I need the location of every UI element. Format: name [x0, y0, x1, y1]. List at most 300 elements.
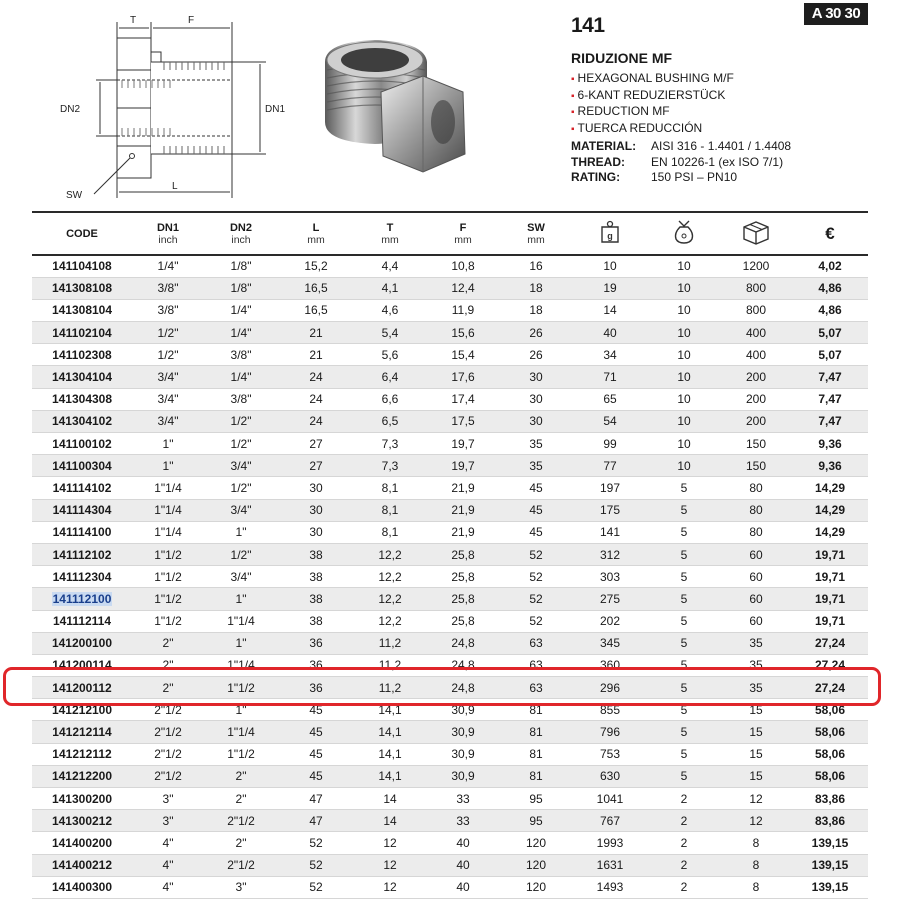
cell-sw: 18 — [500, 299, 572, 321]
cell-t: 7,3 — [354, 455, 426, 477]
spec-key: THREAD: — [571, 154, 625, 169]
cell-sw: 63 — [500, 632, 572, 654]
cell-price: 7,47 — [792, 410, 868, 432]
cell-price: 4,86 — [792, 277, 868, 299]
spec-value: EN 10226-1 (ex ISO 7/1) — [651, 154, 784, 169]
cell-bag-qty: 5 — [648, 721, 720, 743]
code-text: 141114102 — [52, 480, 112, 495]
cell-weight: 767 — [572, 810, 648, 832]
code-text: 141114100 — [52, 525, 112, 540]
cell-price: 58,06 — [792, 721, 868, 743]
cell-dn2: 1"1/4 — [204, 721, 278, 743]
cell-t: 12 — [354, 854, 426, 876]
box-icon — [740, 219, 772, 245]
drawing-label-f: F — [188, 15, 195, 26]
code-text: 141304102 — [51, 414, 113, 429]
cell-price: 58,06 — [792, 699, 868, 721]
table-row — [32, 433, 868, 455]
table-row — [32, 277, 868, 299]
cell-code — [32, 277, 132, 299]
cell-weight: 753 — [572, 743, 648, 765]
cell-f: 33 — [426, 788, 500, 810]
cell-bag-qty: 5 — [648, 566, 720, 588]
cell-f: 40 — [426, 832, 500, 854]
cell-l: 24 — [278, 366, 354, 388]
cell-l: 24 — [278, 410, 354, 432]
cell-dn2: 2" — [204, 765, 278, 787]
spec-value: 150 PSI – PN10 — [651, 170, 738, 184]
cell-code — [32, 455, 132, 477]
cell-weight: 303 — [572, 566, 648, 588]
cell-l: 38 — [278, 543, 354, 565]
cell-dn2: 1/2" — [204, 543, 278, 565]
cell-sw: 120 — [500, 876, 572, 898]
code-text: 141200114 — [52, 658, 112, 673]
cell-l: 30 — [278, 477, 354, 499]
cell-bag-qty: 5 — [648, 765, 720, 787]
cell-code — [32, 610, 132, 632]
cell-box-qty: 400 — [720, 344, 792, 366]
cell-weight: 1041 — [572, 788, 648, 810]
cell-l: 16,5 — [278, 299, 354, 321]
table-row — [32, 410, 868, 432]
cell-t: 4,1 — [354, 277, 426, 299]
code-text: 141212114 — [52, 725, 112, 740]
cell-t: 6,6 — [354, 388, 426, 410]
cell-bag-qty: 10 — [648, 255, 720, 277]
cell-dn2: 1" — [204, 588, 278, 610]
cell-f: 25,8 — [426, 543, 500, 565]
cell-box-qty: 60 — [720, 588, 792, 610]
table-row — [32, 255, 868, 277]
cell-weight: 141 — [572, 521, 648, 543]
cell-price: 83,86 — [792, 788, 868, 810]
cell-f: 19,7 — [426, 433, 500, 455]
cell-f: 30,9 — [426, 721, 500, 743]
table-row — [32, 810, 868, 832]
cell-l: 45 — [278, 743, 354, 765]
cell-box-qty: 12 — [720, 788, 792, 810]
cell-f: 21,9 — [426, 521, 500, 543]
cell-dn1: 2" — [132, 654, 204, 676]
cell-l: 47 — [278, 810, 354, 832]
cell-box-qty: 80 — [720, 499, 792, 521]
cell-box-qty: 60 — [720, 543, 792, 565]
cell-dn1: 1" — [132, 455, 204, 477]
cell-dn1: 2"1/2 — [132, 743, 204, 765]
cell-bag-qty: 5 — [648, 543, 720, 565]
cell-weight: 796 — [572, 721, 648, 743]
cell-box-qty: 15 — [720, 721, 792, 743]
code-text: 141100304 — [52, 458, 112, 473]
cell-weight: 175 — [572, 499, 648, 521]
spec-thread — [571, 155, 791, 171]
cell-bag-qty: 10 — [648, 455, 720, 477]
cell-dn1: 1"1/2 — [132, 566, 204, 588]
cell-t: 6,5 — [354, 410, 426, 432]
cell-code — [32, 566, 132, 588]
spec-material — [571, 139, 791, 155]
cell-bag-qty: 2 — [648, 832, 720, 854]
code-text: 141400212 — [51, 858, 113, 873]
header-weight — [572, 212, 648, 255]
cell-weight: 77 — [572, 455, 648, 477]
cell-dn2: 1" — [204, 699, 278, 721]
cell-code — [32, 654, 132, 676]
cell-sw: 95 — [500, 788, 572, 810]
cell-dn2: 1/4" — [204, 366, 278, 388]
cell-weight: 312 — [572, 543, 648, 565]
cell-dn2: 1/4" — [204, 322, 278, 344]
cell-weight: 855 — [572, 699, 648, 721]
table-row — [32, 344, 868, 366]
cell-price: 5,07 — [792, 344, 868, 366]
cell-l: 45 — [278, 765, 354, 787]
cell-f: 15,4 — [426, 344, 500, 366]
cell-dn1: 3/4" — [132, 410, 204, 432]
cell-bag-qty: 5 — [648, 499, 720, 521]
cell-price: 4,02 — [792, 255, 868, 277]
cell-f: 24,8 — [426, 654, 500, 676]
cell-sw: 63 — [500, 677, 572, 699]
cell-code — [32, 588, 132, 610]
code-text: 141300200 — [51, 791, 113, 806]
cell-price: 14,29 — [792, 521, 868, 543]
cell-sw: 95 — [500, 810, 572, 832]
cell-sw: 81 — [500, 721, 572, 743]
table-row — [32, 499, 868, 521]
drawing-label-sw: SW — [66, 190, 83, 201]
spec-value: AISI 316 - 1.4401 / 1.4408 — [651, 139, 792, 153]
cell-bag-qty: 10 — [648, 433, 720, 455]
header-box — [720, 212, 792, 255]
table-row — [32, 388, 868, 410]
cell-t: 14 — [354, 810, 426, 832]
translation-fr: ▪ REDUCTION MF — [571, 104, 734, 121]
cell-f: 12,4 — [426, 277, 500, 299]
cell-price: 83,86 — [792, 810, 868, 832]
cell-price: 7,47 — [792, 366, 868, 388]
cell-l: 36 — [278, 677, 354, 699]
cell-dn2: 1/2" — [204, 477, 278, 499]
cell-bag-qty: 5 — [648, 477, 720, 499]
cell-price: 27,24 — [792, 632, 868, 654]
cell-weight: 54 — [572, 410, 648, 432]
cell-l: 45 — [278, 721, 354, 743]
cell-f: 24,8 — [426, 632, 500, 654]
cell-dn1: 1"1/2 — [132, 610, 204, 632]
cell-dn1: 1"1/4 — [132, 477, 204, 499]
cell-weight: 1993 — [572, 832, 648, 854]
header-t: T mm — [354, 212, 426, 255]
cell-dn2: 3/4" — [204, 455, 278, 477]
cell-t: 5,4 — [354, 322, 426, 344]
cell-l: 24 — [278, 388, 354, 410]
cell-t: 12 — [354, 832, 426, 854]
cell-code — [32, 410, 132, 432]
cell-dn2: 1/2" — [204, 410, 278, 432]
cell-f: 25,8 — [426, 588, 500, 610]
cell-bag-qty: 5 — [648, 588, 720, 610]
cell-t: 11,2 — [354, 654, 426, 676]
cell-l: 52 — [278, 832, 354, 854]
cell-sw: 45 — [500, 499, 572, 521]
cell-dn2: 3/8" — [204, 388, 278, 410]
cell-box-qty: 200 — [720, 410, 792, 432]
cell-code — [32, 876, 132, 898]
cell-weight: 99 — [572, 433, 648, 455]
cell-dn1: 1"1/2 — [132, 543, 204, 565]
cell-sw: 35 — [500, 455, 572, 477]
table-row — [32, 699, 868, 721]
cell-dn2: 1/4" — [204, 299, 278, 321]
cell-f: 25,8 — [426, 610, 500, 632]
cell-bag-qty: 10 — [648, 366, 720, 388]
code-text: 141112102 — [52, 547, 112, 562]
product-name: RIDUZIONE MF — [571, 50, 673, 66]
cell-price: 9,36 — [792, 455, 868, 477]
cell-f: 21,9 — [426, 499, 500, 521]
table-row — [32, 854, 868, 876]
cell-box-qty: 800 — [720, 277, 792, 299]
cell-dn2: 3/4" — [204, 499, 278, 521]
cell-dn1: 2"1/2 — [132, 721, 204, 743]
cell-sw: 120 — [500, 832, 572, 854]
cell-dn2: 3/4" — [204, 566, 278, 588]
cell-dn1: 1" — [132, 433, 204, 455]
cell-f: 17,4 — [426, 388, 500, 410]
table-row — [32, 788, 868, 810]
cell-l: 38 — [278, 610, 354, 632]
cell-sw: 63 — [500, 654, 572, 676]
catalog-page-badge: A 30 30 — [804, 3, 868, 25]
cell-t: 4,4 — [354, 255, 426, 277]
cell-box-qty: 80 — [720, 521, 792, 543]
cell-box-qty: 60 — [720, 610, 792, 632]
table-row — [32, 299, 868, 321]
translation-es: ▪ TUERCA REDUCCIÓN — [571, 121, 734, 138]
cell-code — [32, 699, 132, 721]
code-text: 141304308 — [51, 392, 113, 407]
cell-l: 47 — [278, 788, 354, 810]
header-f: F mm — [426, 212, 500, 255]
cell-code — [32, 788, 132, 810]
code-text: 141100102 — [52, 436, 112, 451]
cell-t: 14,1 — [354, 743, 426, 765]
drawing-label-t: T — [130, 15, 137, 26]
bag-icon — [672, 219, 696, 245]
header-price: € — [792, 212, 868, 255]
cell-t: 8,1 — [354, 477, 426, 499]
cell-weight: 65 — [572, 388, 648, 410]
cell-code — [32, 344, 132, 366]
header-dn1: DN1 inch — [132, 212, 204, 255]
cell-sw: 16 — [500, 255, 572, 277]
cell-code — [32, 477, 132, 499]
cell-t: 6,4 — [354, 366, 426, 388]
code-text: 141200112 — [52, 680, 112, 695]
cell-dn1: 1"1/2 — [132, 588, 204, 610]
cell-l: 30 — [278, 521, 354, 543]
cell-l: 45 — [278, 699, 354, 721]
table-row — [32, 610, 868, 632]
cell-dn2: 1" — [204, 521, 278, 543]
code-text: 141300212 — [51, 813, 113, 828]
cell-t: 7,3 — [354, 433, 426, 455]
product-photo — [305, 22, 485, 190]
table-row — [32, 743, 868, 765]
cell-f: 19,7 — [426, 455, 500, 477]
cell-t: 12 — [354, 876, 426, 898]
cell-bag-qty: 5 — [648, 632, 720, 654]
cell-dn1: 1/4" — [132, 255, 204, 277]
cell-code — [32, 854, 132, 876]
product-translations — [571, 71, 734, 137]
table-row — [32, 521, 868, 543]
cell-l: 36 — [278, 632, 354, 654]
cell-box-qty: 35 — [720, 654, 792, 676]
cell-price: 19,71 — [792, 566, 868, 588]
code-text: 141304104 — [51, 370, 113, 385]
cell-sw: 81 — [500, 765, 572, 787]
cell-l: 21 — [278, 322, 354, 344]
cell-code — [32, 543, 132, 565]
cell-weight: 1631 — [572, 854, 648, 876]
cell-code — [32, 322, 132, 344]
cell-f: 25,8 — [426, 566, 500, 588]
cell-code — [32, 743, 132, 765]
cell-sw: 52 — [500, 610, 572, 632]
cell-bag-qty: 2 — [648, 854, 720, 876]
table-header-row — [32, 212, 868, 255]
cell-f: 30,9 — [426, 765, 500, 787]
drawing-label-l: L — [172, 181, 178, 192]
cell-dn1: 1/2" — [132, 344, 204, 366]
cell-code — [32, 499, 132, 521]
code-text: 141212112 — [52, 747, 112, 762]
code-text: 141114304 — [52, 503, 112, 518]
table-row — [32, 677, 868, 699]
cell-price: 5,07 — [792, 322, 868, 344]
table-row — [32, 322, 868, 344]
cell-f: 17,6 — [426, 366, 500, 388]
spec-rating — [571, 170, 791, 186]
cell-f: 15,6 — [426, 322, 500, 344]
table-row — [32, 632, 868, 654]
cell-weight: 40 — [572, 322, 648, 344]
cell-price: 139,15 — [792, 854, 868, 876]
cell-dn2: 3/8" — [204, 344, 278, 366]
cell-dn1: 3/8" — [132, 277, 204, 299]
cell-box-qty: 12 — [720, 810, 792, 832]
cell-price: 27,24 — [792, 654, 868, 676]
translation-en: ▪ HEXAGONAL BUSHING M/F — [571, 71, 734, 88]
drawing-label-dn2: DN2 — [60, 104, 81, 115]
cell-l: 16,5 — [278, 277, 354, 299]
cell-l: 21 — [278, 344, 354, 366]
table-row — [32, 588, 868, 610]
cell-sw: 18 — [500, 277, 572, 299]
cell-dn1: 2"1/2 — [132, 765, 204, 787]
cell-dn1: 4" — [132, 832, 204, 854]
table-row — [32, 765, 868, 787]
cell-price: 14,29 — [792, 477, 868, 499]
code-text: 141112100 — [52, 591, 112, 606]
cell-f: 40 — [426, 876, 500, 898]
code-text: 141400200 — [51, 835, 113, 850]
cell-l: 36 — [278, 654, 354, 676]
code-text: 141212100 — [51, 702, 113, 717]
cell-dn2: 1/8" — [204, 255, 278, 277]
cell-code — [32, 366, 132, 388]
cell-dn1: 2" — [132, 632, 204, 654]
cell-weight: 34 — [572, 344, 648, 366]
cell-price: 58,06 — [792, 743, 868, 765]
cell-sw: 52 — [500, 566, 572, 588]
cell-f: 10,8 — [426, 255, 500, 277]
cell-code — [32, 721, 132, 743]
cell-sw: 26 — [500, 322, 572, 344]
cell-dn1: 4" — [132, 876, 204, 898]
cell-box-qty: 8 — [720, 876, 792, 898]
table-row — [32, 543, 868, 565]
cell-dn2: 1"1/2 — [204, 677, 278, 699]
code-text: 141102104 — [52, 325, 112, 340]
cell-t: 12,2 — [354, 588, 426, 610]
technical-drawing — [40, 8, 300, 206]
drawing-label-dn1: DN1 — [265, 104, 286, 115]
table-row — [32, 876, 868, 898]
cell-code — [32, 299, 132, 321]
cell-box-qty: 800 — [720, 299, 792, 321]
cell-t: 8,1 — [354, 499, 426, 521]
code-text: 141308104 — [51, 303, 113, 318]
cell-weight: 197 — [572, 477, 648, 499]
cell-f: 30,9 — [426, 743, 500, 765]
cell-bag-qty: 10 — [648, 344, 720, 366]
cell-code — [32, 388, 132, 410]
cell-box-qty: 15 — [720, 699, 792, 721]
cell-box-qty: 35 — [720, 632, 792, 654]
spec-key: MATERIAL: — [571, 139, 637, 153]
cell-dn1: 4" — [132, 854, 204, 876]
cell-code — [32, 433, 132, 455]
cell-t: 14 — [354, 788, 426, 810]
cell-dn2: 2"1/2 — [204, 810, 278, 832]
cell-l: 38 — [278, 566, 354, 588]
cell-bag-qty: 5 — [648, 699, 720, 721]
cell-bag-qty: 5 — [648, 677, 720, 699]
cell-dn1: 1"1/4 — [132, 499, 204, 521]
cell-weight: 275 — [572, 588, 648, 610]
cell-sw: 30 — [500, 388, 572, 410]
cell-sw: 120 — [500, 854, 572, 876]
cell-l: 15,2 — [278, 255, 354, 277]
table-row — [32, 366, 868, 388]
cell-box-qty: 150 — [720, 455, 792, 477]
cell-l: 27 — [278, 433, 354, 455]
translation-de: ▪ 6-KANT REDUZIERSTÜCK — [571, 88, 734, 105]
cell-box-qty: 15 — [720, 743, 792, 765]
cell-dn1: 3/4" — [132, 366, 204, 388]
cell-t: 11,2 — [354, 632, 426, 654]
header-dn2: DN2 inch — [204, 212, 278, 255]
cell-bag-qty: 5 — [648, 654, 720, 676]
cell-bag-qty: 2 — [648, 788, 720, 810]
cell-dn1: 3" — [132, 810, 204, 832]
cell-t: 12,2 — [354, 543, 426, 565]
cell-weight: 10 — [572, 255, 648, 277]
